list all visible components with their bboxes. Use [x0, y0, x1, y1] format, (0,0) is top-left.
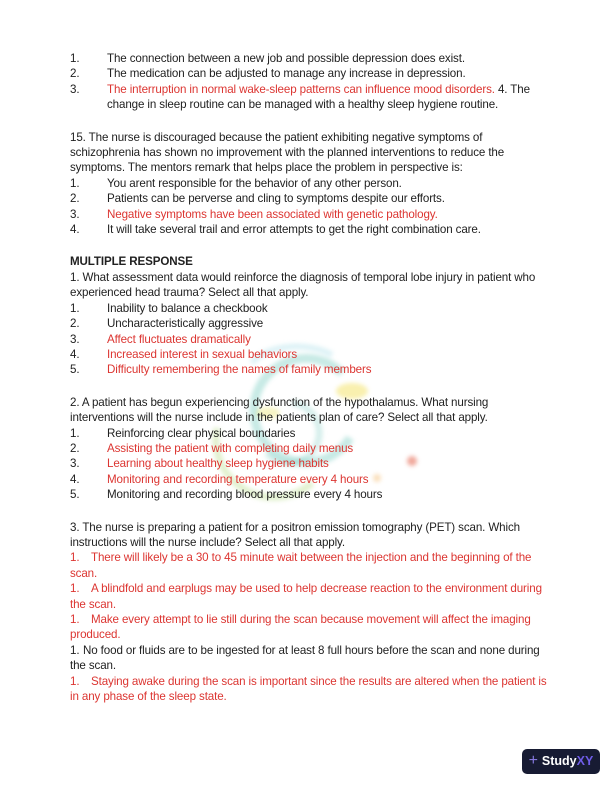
item-text-highlighted: The interruption in normal wake-sleep patterns can influence mood disorders.	[107, 82, 495, 96]
list-item	[70, 362, 548, 377]
item-text-highlighted: Learning about healthy sleep hygiene habits	[107, 457, 329, 471]
item-text: Uncharacteristically aggressive	[107, 317, 264, 331]
studyxy-logo	[522, 749, 600, 774]
item-text: Inability to balance a checkbook	[107, 301, 268, 315]
item-text-highlighted: Staying awake during the scan is important since the results are altered when the patient is in any phase of the sleep state.	[70, 674, 547, 704]
list-item	[70, 66, 548, 81]
item-text-highlighted: There will likely be a 30 to 45 minute wait between the injection and the beginning of the scan.	[70, 551, 532, 580]
list-item	[70, 207, 548, 222]
item-number: 2.	[70, 441, 80, 455]
list-item	[70, 51, 548, 66]
multiple-response-question-2	[70, 395, 548, 503]
item-text: Monitoring and recording blood pressure every 4 hours	[107, 488, 383, 502]
item-text: The medication can be adjusted to manage any increase in depression.	[107, 67, 466, 81]
item-number: 2.	[70, 192, 80, 206]
item-text-highlighted: Make every attempt to lie still during the scan because movement will affect the imaging produced.	[70, 613, 531, 642]
item-number: 4.	[70, 223, 80, 237]
item-number: 3.	[70, 457, 80, 471]
list-item	[70, 643, 548, 674]
answer-list-previous-question	[70, 51, 548, 113]
list-item	[70, 487, 548, 502]
item-text-highlighted: Affect fluctuates dramatically	[107, 332, 251, 346]
list-item	[70, 456, 548, 471]
item-text-highlighted: A blindfold and earplugs may be used to help decrease reaction to the environment during the scan.	[70, 582, 542, 611]
multiple-response-question-1	[70, 254, 548, 377]
list-item	[70, 674, 548, 705]
item-number: 1.	[70, 176, 80, 190]
list-item	[70, 472, 548, 487]
logo-xy-text: XY	[576, 753, 594, 768]
question-2-stem: 2. A patient has begun experiencing dysfunction of the hypothalamus. What nursing interventions will the nurse include in the patients plan of care? Select all that apply.	[70, 395, 489, 425]
list-item	[70, 612, 548, 643]
item-number: 1.	[70, 582, 80, 596]
list-item	[70, 82, 548, 113]
multiple-response-question-3	[70, 520, 548, 705]
item-number: 3.	[70, 82, 80, 96]
item-number: 1.	[70, 643, 80, 657]
item-text: You arent responsible for the behavior of any other person.	[107, 176, 402, 190]
item-number: 1.	[70, 52, 80, 65]
list-item	[70, 301, 548, 316]
list-item	[70, 191, 548, 206]
item-number: 5.	[70, 488, 80, 502]
list-item	[70, 332, 548, 347]
item-text: Patients can be perverse and cling to symptoms despite our efforts.	[107, 192, 445, 206]
item-number: 2.	[70, 317, 80, 331]
item-number: 3.	[70, 207, 80, 221]
plus-icon: +	[528, 752, 538, 769]
item-text-highlighted: Increased interest in sexual behaviors	[107, 347, 298, 361]
list-item	[70, 222, 548, 237]
item-number: 1.	[70, 551, 80, 565]
list-item	[70, 581, 548, 612]
item-number: 1.	[70, 674, 80, 688]
list-item	[70, 441, 548, 456]
item-text: The connection between a new job and possible depression does exist.	[107, 52, 465, 65]
section-heading: MULTIPLE RESPONSE	[70, 255, 193, 269]
item-text: Reinforcing clear physical boundaries	[107, 426, 296, 440]
question-1-stem: 1. What assessment data would reinforce the diagnosis of temporal lobe injury in patient who experienced head trauma? Select all that apply.	[70, 270, 536, 300]
item-text: 4. The change in sleep routine can be managed with a healthy sleep hygiene routine.	[107, 82, 530, 112]
question-15-stem: 15. The nurse is discouraged because the patient exhibiting negative symptoms of schizophrenia has shown no improvement with the planned interventions to reduce the symptoms. The mentors remark that helps place the problem in perspective is:	[70, 130, 505, 175]
item-text-highlighted: Assisting the patient with completing daily menus	[107, 441, 354, 455]
item-text-highlighted: Difficulty remembering the names of family members	[107, 363, 372, 377]
page-content	[70, 51, 548, 704]
item-number: 3.	[70, 332, 80, 346]
item-number: 1.	[70, 426, 80, 440]
question-15	[70, 130, 548, 238]
item-number: 1.	[70, 301, 80, 315]
item-text-highlighted: Negative symptoms have been associated with genetic pathology.	[107, 207, 438, 221]
item-number: 4.	[70, 347, 80, 361]
list-item	[70, 347, 548, 362]
list-item	[70, 550, 548, 581]
list-item	[70, 316, 548, 331]
item-number: 2.	[70, 67, 80, 81]
item-text: No food or fluids are to be ingested for at least 8 full hours before the scan and none during the scan.	[70, 643, 540, 673]
item-number: 1.	[70, 613, 80, 626]
logo-study-text: Study	[541, 753, 577, 768]
logo-wordmark	[542, 754, 593, 769]
list-item	[70, 426, 548, 441]
item-number: 5.	[70, 363, 80, 377]
question-3-stem: 3. The nurse is preparing a patient for a positron emission tomography (PET) scan. Which instructions will the nurse include? Select all that apply.	[70, 520, 520, 549]
list-item	[70, 176, 548, 191]
item-number: 4.	[70, 472, 80, 486]
item-text: It will take several trail and error attempts to get the right combination care.	[107, 223, 481, 237]
item-text-highlighted: Monitoring and recording temperature every 4 hours	[107, 472, 369, 486]
